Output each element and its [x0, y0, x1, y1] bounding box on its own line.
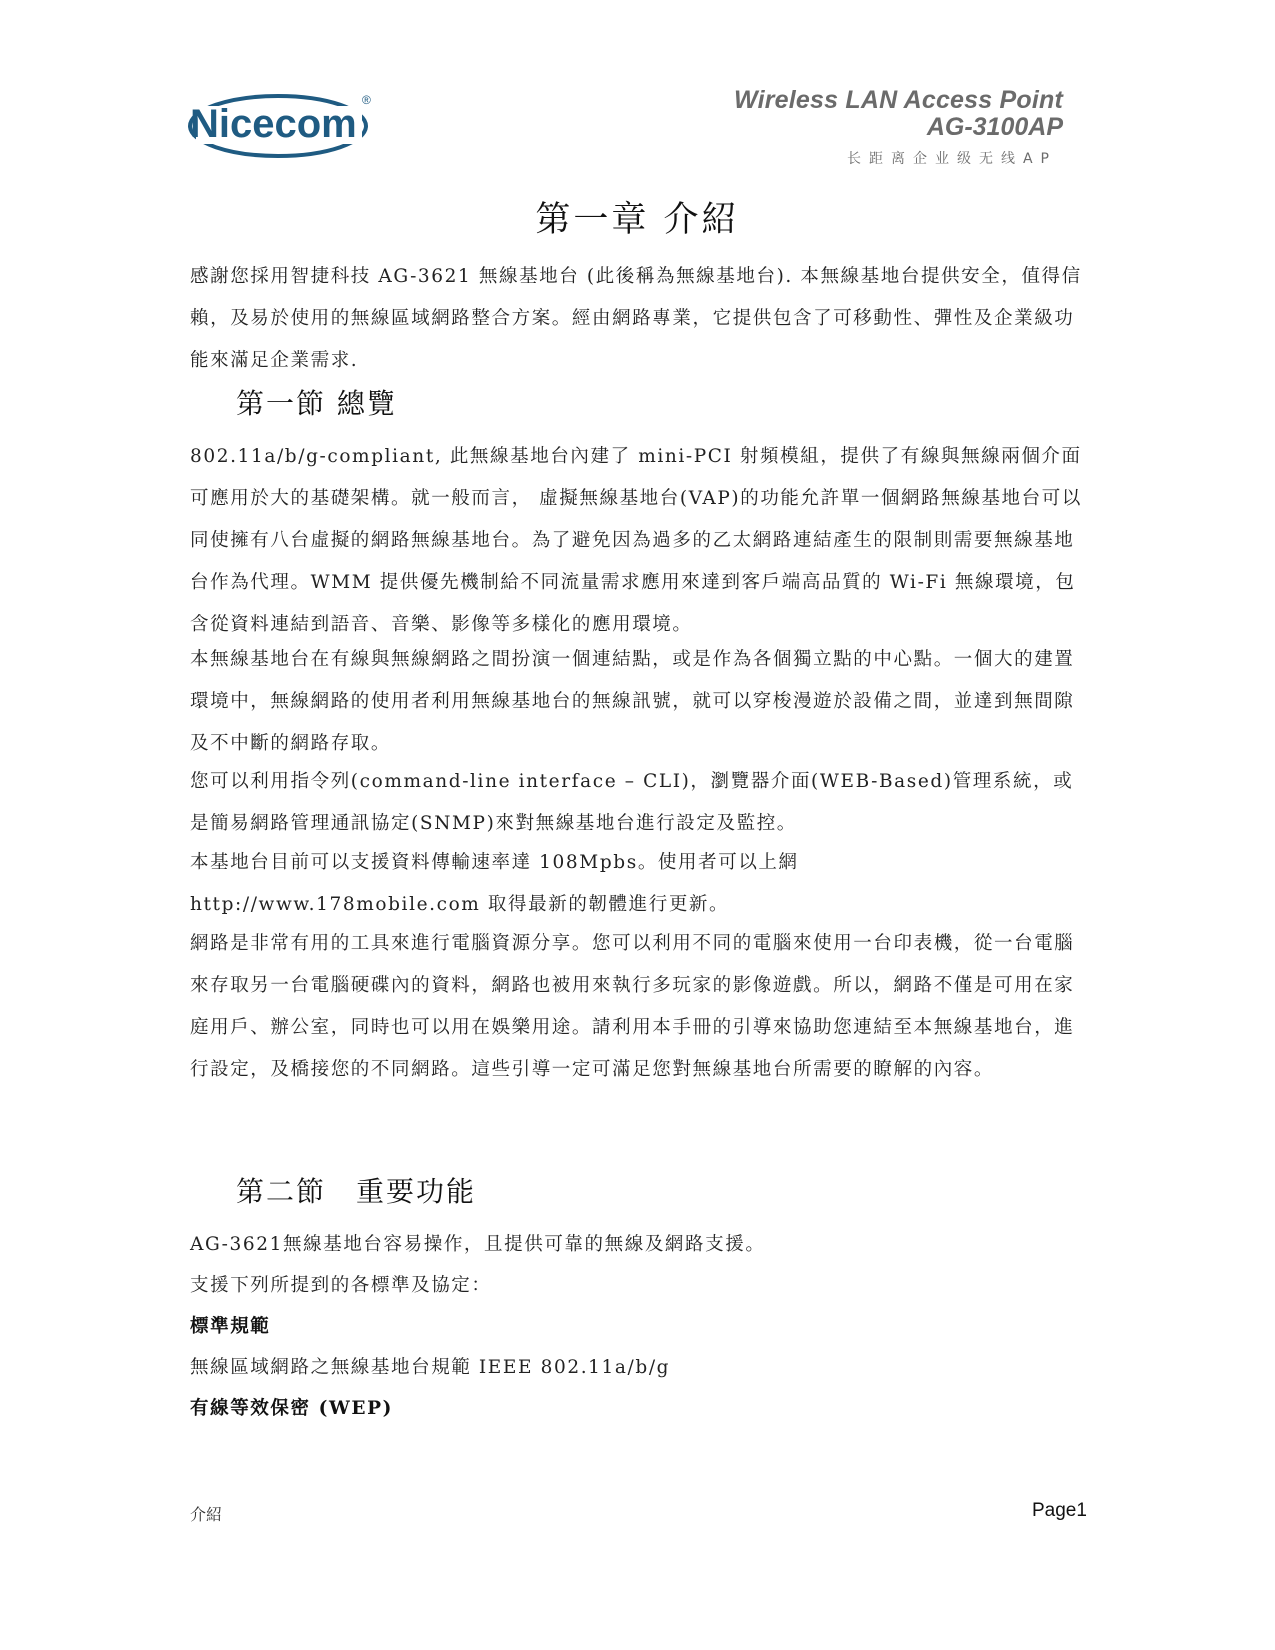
- overview-paragraph-3: 您可以利用指令列(command-line interface – CLI)，瀏覽器介面(WEB-Based)管理系統，或是簡易網路管理通訊協定(SNMP)來對無線基地台進行設定及監控。: [190, 771, 1074, 834]
- chapter-title: 第一章 介紹: [535, 200, 740, 240]
- logo-wordmark: Nicecom: [190, 102, 357, 146]
- standards-heading: 標準規範: [190, 1316, 271, 1337]
- intro-paragraph: 感謝您採用智捷科技 AG-3621 無線基地台 (此後稱為無線基地台). 本無線基地台提供安全，值得信賴，及易於使用的無線區域網路整合方案。經由網路專業，它提供包含了可移動性、彈性及企業級功能來滿足企業需求.: [190, 266, 1082, 371]
- footer-section-name: 介紹: [190, 1505, 223, 1524]
- section-title-overview: 第一節 總覽: [236, 387, 397, 420]
- nicecom-logo-mark: [188, 88, 388, 168]
- page-number: Page1: [1032, 1500, 1087, 1521]
- features-support-line: 支援下列所提到的各標準及協定：: [190, 1275, 492, 1296]
- product-heading: [734, 86, 1063, 140]
- overview-paragraph-5: 網路是非常有用的工具來進行電腦資源分享。您可以利用不同的電腦來使用一台印表機，從一台電腦來存取另一台電腦硬碟內的資料，網路也被用來執行多玩家的影像遊戲。所以，網路不僅是可用在家庭用戶、辦公室，同時也可以用在娛樂用途。請利用本手冊的引導來協助您連結至本無線基地台，進行設定，及橋接您的不同網路。這些引導一定可滿足您對無線基地台所需要的瞭解的內容。: [190, 933, 1075, 1080]
- overview-paragraph-2: 本無線基地台在有線與無線網路之間扮演一個連結點，或是作為各個獨立點的中心點。一個大的建置環境中，無線網路的使用者利用無線基地台的無線訊號，就可以穿梭漫遊於設備之間，並達到無間隙及不中斷的網路存取。: [190, 649, 1075, 754]
- company-logo: [188, 88, 388, 168]
- features-intro-line: AG-3621無線基地台容易操作，且提供可靠的無線及網路支援。: [190, 1234, 766, 1255]
- overview-paragraph-1: 802.11a/b/g-compliant, 此無線基地台內建了 mini-PCI 射頻模組，提供了有線與無線兩個介面可應用於大的基礎架構。就一般而言， 虛擬無線基地台(VAP)的功能允許單一個網路無線基地台可以同使擁有八台虛擬的網路無線基地台。為了避免因為過多的乙太網路連結產生的限制則需要無線基地台作為代理。WMM 提供優先機制給不同流量需求應用來達到客戶端高品質的 Wi-Fi 無線環境，包含從資料連結到語音、音樂、影像等多樣化的應用環境。: [190, 446, 1082, 635]
- wep-heading: 有線等效保密 (WEP): [190, 1398, 393, 1419]
- registered-mark: ®: [362, 93, 371, 107]
- product-line-title: Wireless LAN Access Point: [734, 86, 1063, 114]
- section-title-features: 第二節 重要功能: [236, 1175, 477, 1208]
- product-model: AG-3100AP: [926, 113, 1063, 141]
- product-subtitle: 长距离企业级无线AP: [846, 151, 1057, 167]
- standards-item: 無線區域網路之無線基地台規範 IEEE 802.11a/b/g: [190, 1357, 671, 1378]
- overview-paragraph-4: 本基地台目前可以支援資料傳輸速率達 108Mpbs。使用者可以上網 http://www.178mobile.com 取得最新的韌體進行更新。: [190, 852, 799, 915]
